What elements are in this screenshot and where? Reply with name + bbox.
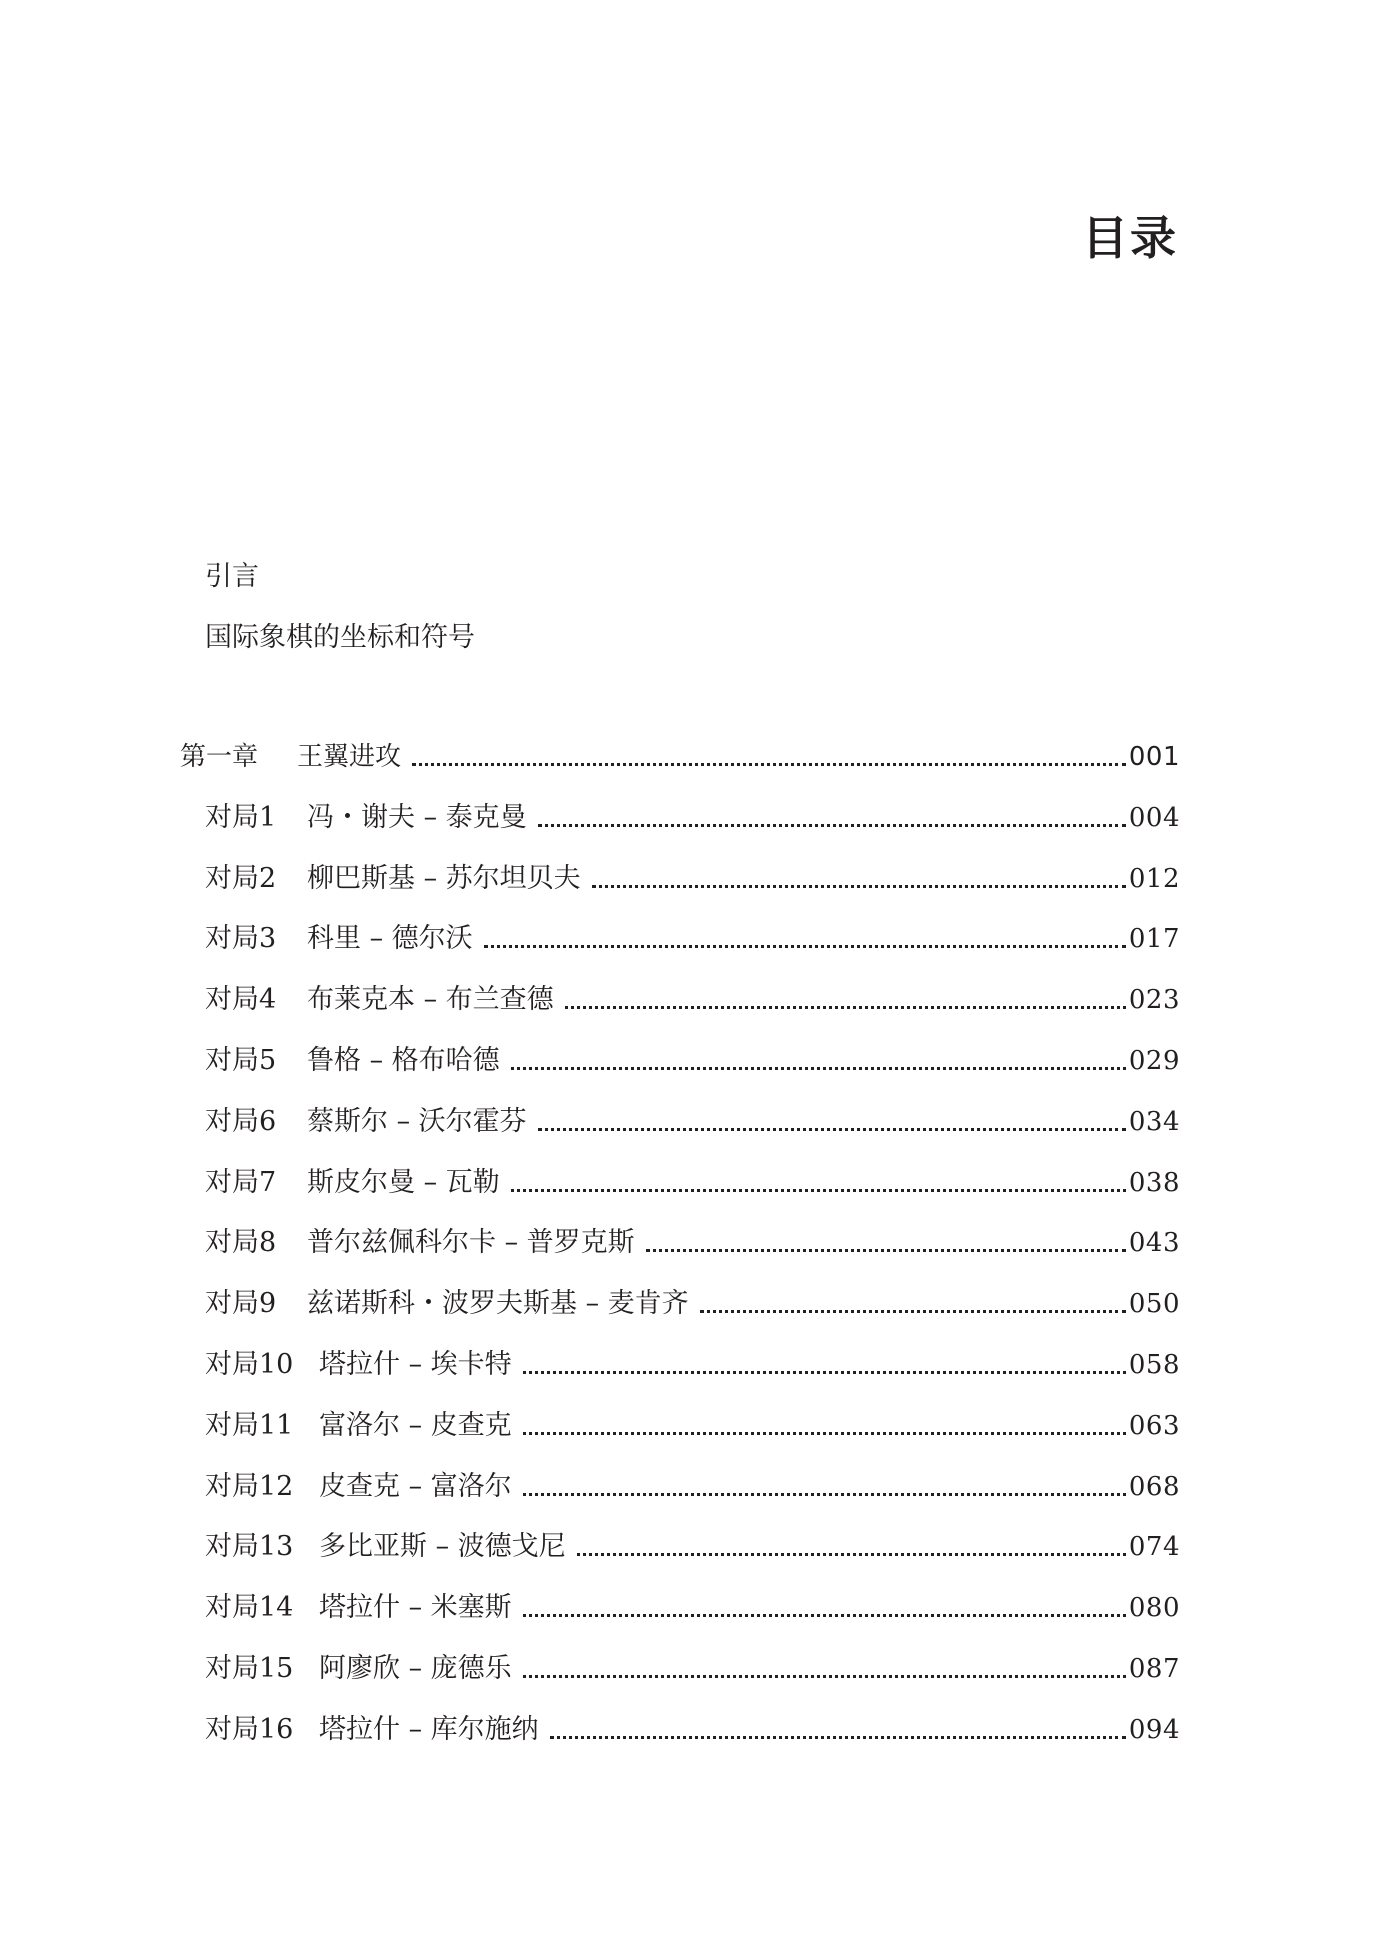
game-label: 对局11 bbox=[205, 1409, 294, 1441]
game-label: 对局2 bbox=[205, 862, 277, 894]
game-label: 对局6 bbox=[205, 1105, 277, 1137]
leader-dots bbox=[511, 1163, 1126, 1203]
game-players: 阿廖欣 – 庞德乐 bbox=[319, 1653, 512, 1684]
leader-dots bbox=[412, 737, 1126, 777]
game-players: 兹诺斯科・波罗夫斯基 – 麦肯齐 bbox=[307, 1288, 689, 1320]
game-label: 对局3 bbox=[205, 923, 277, 955]
toc-chapter-entry[interactable] bbox=[180, 737, 1180, 777]
leader-dots bbox=[577, 1527, 1126, 1567]
game-players: 科里 – 德尔沃 bbox=[307, 923, 473, 955]
page-number: 063 bbox=[1128, 1410, 1180, 1441]
page-number: 012 bbox=[1128, 863, 1180, 894]
page-number: 004 bbox=[1128, 802, 1180, 833]
front-matter-notation[interactable]: 国际象棋的坐标和符号 bbox=[205, 622, 475, 653]
front-matter-introduction[interactable]: 引言 bbox=[205, 561, 259, 592]
toc-game-entry[interactable] bbox=[205, 919, 1180, 959]
toc-game-entry[interactable] bbox=[205, 1102, 1180, 1142]
toc-game-entry[interactable] bbox=[205, 1284, 1180, 1324]
leader-dots bbox=[550, 1710, 1126, 1750]
game-label: 对局10 bbox=[205, 1349, 294, 1380]
toc-game-entry[interactable] bbox=[205, 1223, 1180, 1263]
game-players: 斯皮尔曼 – 瓦勒 bbox=[307, 1166, 500, 1198]
toc-game-entry[interactable] bbox=[205, 980, 1180, 1020]
game-label: 对局9 bbox=[205, 1288, 277, 1320]
toc-game-entry[interactable] bbox=[205, 1345, 1180, 1385]
game-label: 对局15 bbox=[205, 1653, 294, 1684]
page-number: 034 bbox=[1128, 1106, 1180, 1137]
toc-game-entry[interactable] bbox=[205, 1406, 1180, 1446]
page-number: 080 bbox=[1128, 1593, 1180, 1624]
leader-dots bbox=[592, 859, 1126, 899]
leader-dots bbox=[523, 1345, 1126, 1385]
game-players: 多比亚斯 – 波德戈尼 bbox=[319, 1531, 566, 1563]
toc-game-entry[interactable] bbox=[205, 1588, 1180, 1628]
page-number: 043 bbox=[1128, 1228, 1180, 1259]
leader-dots bbox=[511, 1041, 1126, 1081]
game-label: 对局8 bbox=[205, 1227, 277, 1259]
chapter-label: 第一章 bbox=[180, 742, 259, 772]
toc-game-entry[interactable] bbox=[205, 1649, 1180, 1689]
game-players: 塔拉什 – 库尔施纳 bbox=[319, 1713, 539, 1745]
game-label: 对局4 bbox=[205, 984, 277, 1016]
page-number: 094 bbox=[1128, 1714, 1180, 1745]
game-players: 蔡斯尔 – 沃尔霍芬 bbox=[307, 1105, 527, 1137]
game-players: 普尔兹佩科尔卡 – 普罗克斯 bbox=[307, 1227, 635, 1259]
game-label: 对局5 bbox=[205, 1045, 277, 1076]
leader-dots bbox=[523, 1467, 1126, 1507]
toc-game-entry[interactable] bbox=[205, 798, 1180, 838]
toc-game-entry[interactable] bbox=[205, 1041, 1180, 1081]
page-number: 087 bbox=[1128, 1654, 1180, 1684]
game-players: 皮查克 – 富洛尔 bbox=[319, 1470, 512, 1502]
leader-dots bbox=[523, 1649, 1126, 1689]
game-players: 塔拉什 – 埃卡特 bbox=[319, 1349, 512, 1380]
chapter-title: 王翼进攻 bbox=[297, 742, 402, 772]
page-number: 001 bbox=[1128, 742, 1180, 772]
game-players: 塔拉什 – 米塞斯 bbox=[319, 1592, 512, 1624]
game-label: 对局12 bbox=[205, 1470, 294, 1502]
leader-dots bbox=[646, 1223, 1126, 1263]
page-number: 068 bbox=[1128, 1471, 1180, 1502]
page-number: 029 bbox=[1128, 1046, 1180, 1076]
leader-dots bbox=[538, 798, 1126, 838]
leader-dots bbox=[538, 1102, 1126, 1142]
game-players: 柳巴斯基 – 苏尔坦贝夫 bbox=[307, 862, 581, 894]
game-label: 对局16 bbox=[205, 1713, 294, 1745]
game-label: 对局1 bbox=[205, 801, 277, 833]
game-label: 对局13 bbox=[205, 1531, 294, 1563]
page-number: 058 bbox=[1128, 1350, 1180, 1380]
page-number: 023 bbox=[1128, 985, 1180, 1016]
leader-dots bbox=[700, 1284, 1126, 1324]
game-players: 布莱克本 – 布兰查德 bbox=[307, 984, 554, 1016]
game-label: 对局14 bbox=[205, 1592, 294, 1624]
toc-game-entry[interactable] bbox=[205, 1527, 1180, 1567]
leader-dots bbox=[484, 919, 1126, 959]
game-players: 鲁格 – 格布哈德 bbox=[307, 1045, 500, 1076]
leader-dots bbox=[523, 1588, 1126, 1628]
page-number: 050 bbox=[1128, 1289, 1180, 1320]
toc-game-entry[interactable] bbox=[205, 1467, 1180, 1507]
page-number: 017 bbox=[1128, 924, 1180, 955]
game-players: 富洛尔 – 皮查克 bbox=[319, 1409, 512, 1441]
game-players: 冯・谢夫 – 泰克曼 bbox=[307, 801, 527, 833]
toc-game-entry[interactable] bbox=[205, 859, 1180, 899]
page-number: 074 bbox=[1128, 1532, 1180, 1563]
toc-game-entry[interactable] bbox=[205, 1710, 1180, 1750]
page-number: 038 bbox=[1128, 1167, 1180, 1198]
game-label: 对局7 bbox=[205, 1166, 277, 1198]
leader-dots bbox=[565, 980, 1126, 1020]
page-title: 目录 bbox=[1082, 211, 1178, 265]
leader-dots bbox=[523, 1406, 1126, 1446]
toc-game-entry[interactable] bbox=[205, 1163, 1180, 1203]
